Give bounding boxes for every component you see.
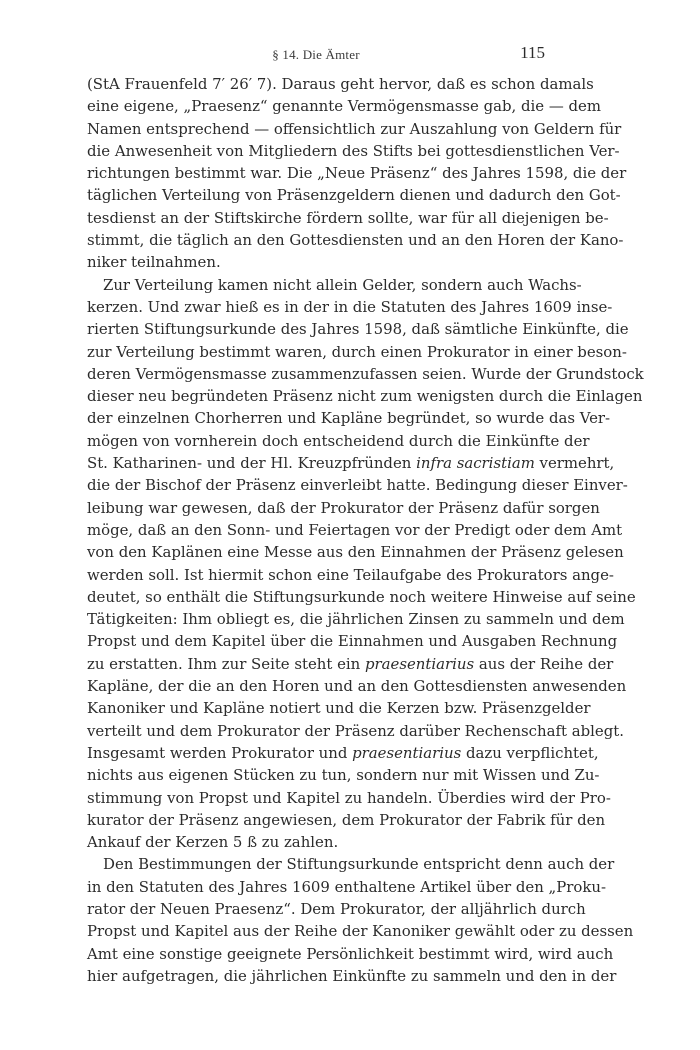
text-line: [87, 630, 618, 652]
text-line: [87, 73, 594, 95]
text-segment: Ankauf der Kerzen 5 ß zu zahlen.: [87, 833, 339, 852]
text-segment: vermehrt,: [534, 454, 615, 473]
italic-term: praesentiarius: [365, 654, 475, 673]
text-segment: Namen entsprechend — offensichtlich zur Auszahlung von Geldern für: [87, 119, 622, 138]
running-head: [87, 40, 545, 64]
text-segment: kerzen. Und zwar hieß es in der in die Statuten des Jahres 1609 inse-: [87, 297, 613, 316]
text-line: [87, 497, 600, 519]
text-line: [87, 474, 628, 496]
text-line: [87, 162, 627, 184]
text-segment: Kapläne, der die an den Horen und an den Gottesdiensten anwesenden: [87, 677, 627, 696]
text-segment: die der Bischof der Präsenz einverleibt hatte. Bedingung dieser Einver-: [87, 476, 628, 495]
text-line: [87, 363, 644, 385]
text-line: [87, 519, 623, 541]
text-line: [87, 564, 614, 586]
text-line: [87, 742, 599, 764]
text-line: [87, 541, 624, 563]
italic-term: praesentiarius: [352, 743, 462, 762]
text-segment: mögen von vornherein doch entscheidend durch die Einkünfte der: [87, 431, 590, 450]
text-segment: zu erstatten. Ihm zur Seite steht ein: [87, 654, 365, 673]
text-segment: deren Vermögensmasse zusammenzufassen seien. Wurde der Grundstock: [87, 364, 644, 383]
text-segment: stimmt, die täglich an den Gottesdiensten und an den Horen der Kano-: [87, 231, 624, 250]
text-segment: Zur Verteilung kamen nicht allein Gelder, sondern auch Wachs-: [103, 275, 582, 294]
italic-term: infra sacristiam: [416, 454, 535, 473]
text-line: [87, 720, 624, 742]
text-line: [87, 274, 582, 296]
text-segment: leibung war gewesen, daß der Prokurator der Präsenz dafür sorgen: [87, 498, 600, 517]
text-segment: Tätigkeiten: Ihm obliegt es, die jährlichen Zinsen zu sammeln und dem: [87, 610, 625, 629]
body-text: [87, 73, 644, 987]
text-line: [87, 140, 620, 162]
text-segment: möge, daß an den Sonn- und Feiertagen vor der Predigt oder dem Amt: [87, 520, 623, 539]
text-segment: Amt eine sonstige geeignete Persönlichkeit bestimmt wird, wird auch: [87, 944, 614, 963]
text-line: [87, 229, 624, 251]
text-segment: werden soll. Ist hiermit schon eine Teilaufgabe des Prokurators ange-: [87, 565, 614, 584]
text-segment: (StA Frauenfeld 7′ 26′ 7). Daraus geht hervor, daß es schon damals: [87, 75, 594, 93]
text-segment: Kanoniker und Kapläne notiert und die Kerzen bzw. Präsenzgelder: [87, 699, 591, 718]
text-line: [87, 407, 611, 429]
text-line: [87, 251, 545, 273]
text-line: [87, 341, 627, 363]
text-line: [87, 764, 600, 786]
text-line: [87, 853, 615, 875]
text-segment: täglichen Verteilung von Präsenzgeldern dienen und dadurch den Got-: [87, 186, 621, 205]
text-line: [87, 296, 613, 318]
text-line: [87, 586, 636, 608]
text-line: [87, 831, 545, 853]
text-segment: dazu verpflichtet,: [461, 743, 599, 762]
text-segment: Propst und Kapitel aus der Reihe der Kanoniker gewählt oder zu dessen: [87, 922, 634, 941]
text-line: [87, 675, 627, 697]
text-line: [87, 184, 621, 206]
text-segment: Propst und dem Kapitel über die Einnahmen und Ausgaben Rechnung: [87, 632, 618, 651]
text-line: [87, 787, 611, 809]
text-line: [87, 385, 643, 407]
text-line: [87, 318, 629, 340]
text-line: [87, 809, 606, 831]
text-segment: Insgesamt werden Prokurator und: [87, 743, 353, 762]
text-line: [87, 118, 622, 140]
text-segment: Den Bestimmungen der Stiftungsurkunde entspricht denn auch der: [103, 855, 615, 874]
text-segment: rierten Stiftungsurkunde des Jahres 1598, daß sämtliche Einkünfte, die: [87, 320, 629, 339]
text-line: [87, 876, 607, 898]
text-segment: tesdienst an der Stiftskirche fördern sollte, war für all diejenigen be-: [87, 208, 609, 227]
text-line: [87, 965, 617, 987]
text-segment: stimmung von Propst und Kapitel zu handeln. Überdies wird der Pro-: [87, 788, 611, 807]
text-line: [87, 697, 591, 719]
text-segment: nichts aus eigenen Stücken zu tun, sondern nur mit Wissen und Zu-: [87, 766, 600, 785]
text-line: [87, 608, 625, 630]
text-segment: die Anwesenheit von Mitgliedern des Stifts bei gottesdienstlichen Ver-: [87, 141, 620, 160]
text-segment: dieser neu begründeten Präsenz nicht zum wenigsten durch die Einlagen: [87, 387, 643, 406]
text-line: [87, 920, 634, 942]
text-segment: in den Statuten des Jahres 1609 enthaltene Artikel über den „Proku-: [87, 877, 607, 896]
text-segment: deutet, so enthält die Stiftungsurkunde noch weitere Hinweise auf seine: [87, 587, 636, 606]
text-segment: hier aufgetragen, die jährlichen Einkünfte zu sammeln und den in der: [87, 966, 617, 985]
page-number: 115: [520, 43, 545, 62]
text-line: [87, 653, 614, 675]
text-segment: der einzelnen Chorherren und Kapläne begründet, so wurde das Ver-: [87, 409, 611, 428]
text-line: [87, 430, 590, 452]
text-segment: St. Katharinen- und der Hl. Kreuzpfründen: [87, 454, 417, 473]
text-segment: kurator der Präsenz angewiesen, dem Prokurator der Fabrik für den: [87, 810, 606, 829]
text-line: [87, 452, 615, 474]
text-line: [87, 95, 601, 117]
text-segment: von den Kaplänen eine Messe aus den Einnahmen der Präsenz gelesen: [87, 543, 624, 562]
text-segment: verteilt und dem Prokurator der Präsenz darüber Rechenschaft ablegt.: [87, 721, 624, 740]
text-segment: eine eigene, „Praesenz“ genannte Vermögensmasse gab, die — dem: [87, 97, 601, 116]
text-segment: rator der Neuen Praesenz“. Dem Prokurator, der alljährlich durch: [87, 899, 586, 918]
text-segment: richtungen bestimmt war. Die „Neue Präsenz“ des Jahres 1598, die der: [87, 164, 627, 183]
text-segment: aus der Reihe der: [474, 654, 614, 673]
text-line: [87, 898, 586, 920]
text-segment: zur Verteilung bestimmt waren, durch einen Prokurator in einer beson-: [87, 342, 627, 361]
text-line: [87, 943, 614, 965]
section-title: § 14. Die Ämter: [272, 47, 360, 62]
text-segment: niker teilnahmen.: [87, 253, 221, 272]
text-line: [87, 207, 609, 229]
